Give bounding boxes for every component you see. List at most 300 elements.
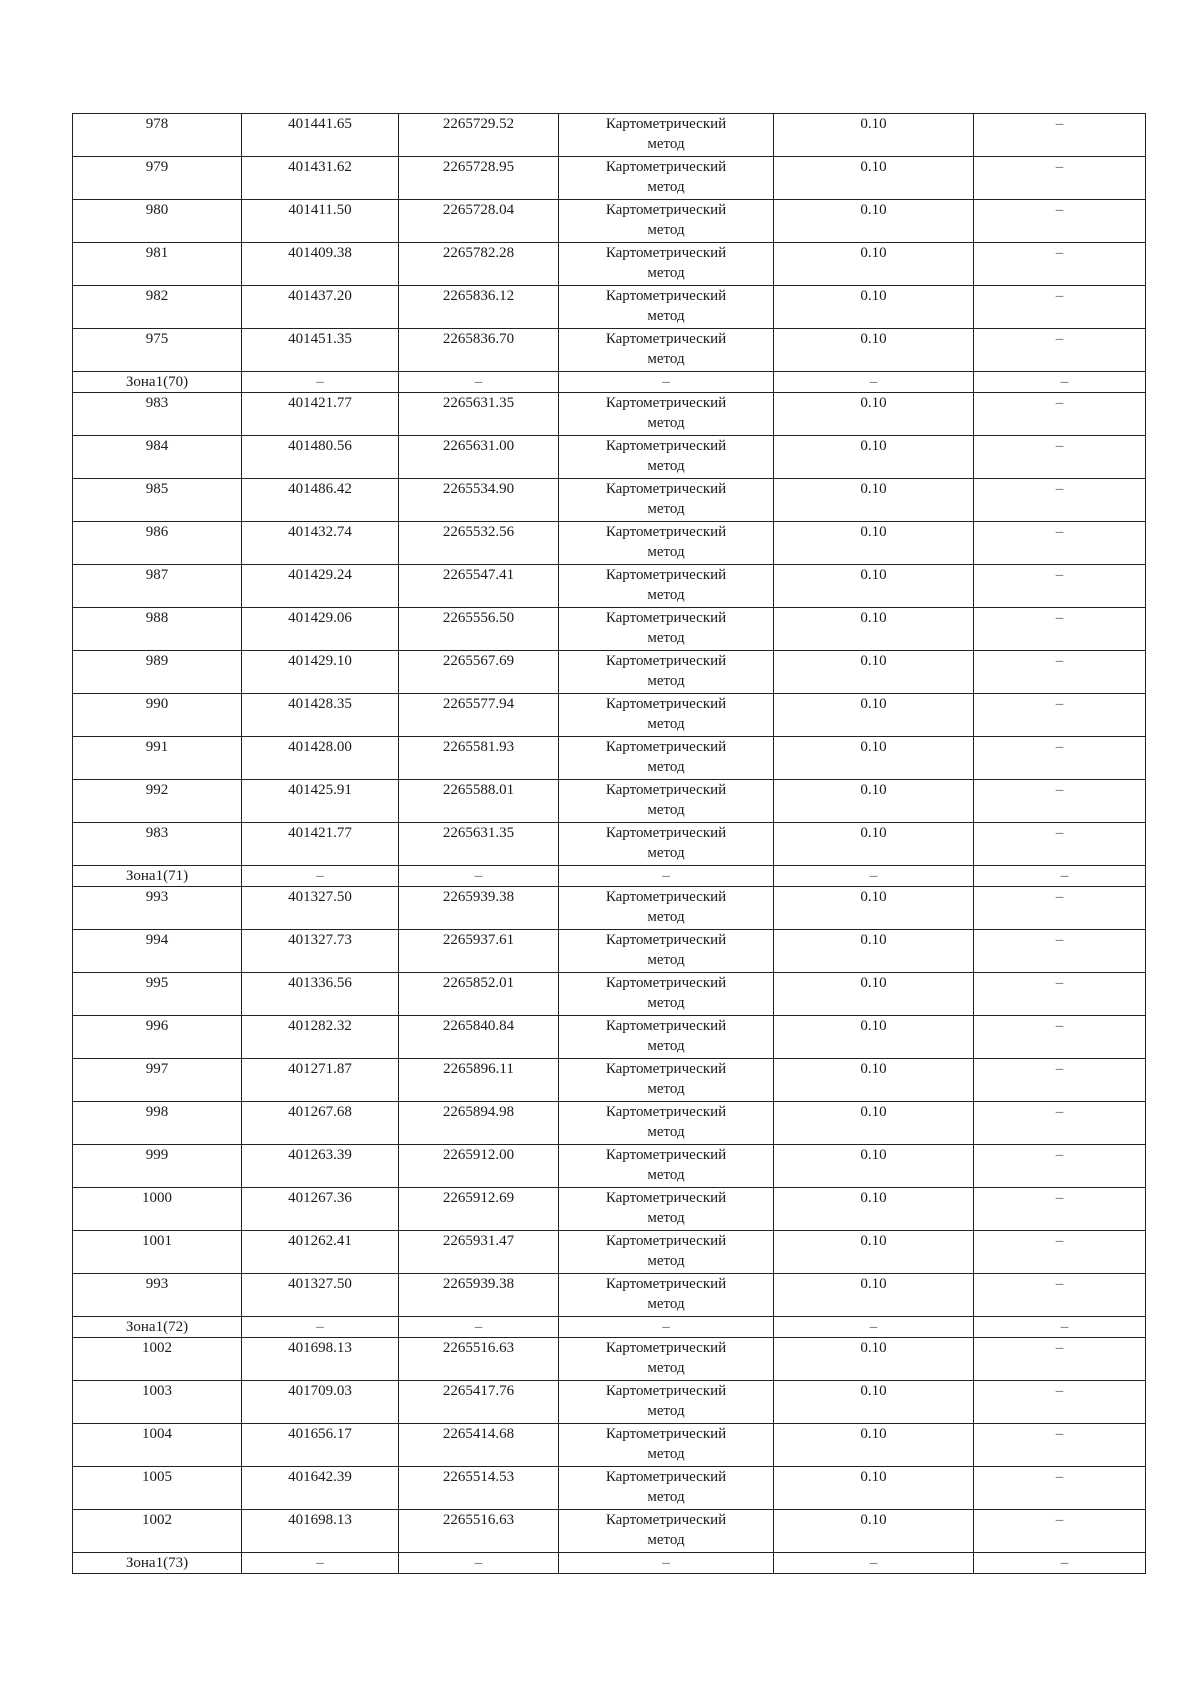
method-line-1: Картометрический (605, 1383, 727, 1399)
y-coordinate-cell: 2265939.38 (399, 887, 559, 930)
method-cell (559, 522, 774, 565)
table-row (73, 114, 1146, 157)
method-cell (559, 114, 774, 157)
method-line-2: метод (647, 630, 685, 646)
method-line-2: метод (647, 909, 685, 925)
description-cell: – (974, 1274, 1146, 1317)
description-dash-cell: – (974, 1553, 1146, 1574)
zone-row (73, 1553, 1146, 1574)
method-line-2: метод (647, 716, 685, 732)
method-cell (559, 1381, 774, 1424)
accuracy-cell: 0.10 (774, 1510, 974, 1553)
table-row (73, 329, 1146, 372)
point-number-cell: 987 (73, 565, 242, 608)
point-number-cell: 990 (73, 694, 242, 737)
method-cell (559, 329, 774, 372)
method-line-1: Картометрический (605, 1190, 727, 1206)
table-row (73, 1381, 1146, 1424)
accuracy-cell: 0.10 (774, 1102, 974, 1145)
method-line-2: метод (647, 1038, 685, 1054)
method-line-2: метод (647, 587, 685, 603)
accuracy-cell: 0.10 (774, 694, 974, 737)
point-number-cell: 989 (73, 651, 242, 694)
point-number-cell: 982 (73, 286, 242, 329)
y-coordinate-cell: 2265556.50 (399, 608, 559, 651)
method-line-1: Картометрический (605, 975, 727, 991)
description-cell: – (974, 522, 1146, 565)
method-line-1: Картометрический (605, 696, 727, 712)
accuracy-cell: 0.10 (774, 393, 974, 436)
accuracy-cell: 0.10 (774, 1145, 974, 1188)
method-line-2: метод (647, 415, 685, 431)
method-line-1: Картометрический (605, 481, 727, 497)
method-cell (559, 436, 774, 479)
x-coordinate-cell: 401698.13 (242, 1510, 399, 1553)
description-cell: – (974, 1231, 1146, 1274)
method-line-1: Картометрический (605, 739, 727, 755)
table-row (73, 1424, 1146, 1467)
x-coordinate-cell: 401336.56 (242, 973, 399, 1016)
method-line-1: Картометрический (605, 116, 727, 132)
table-row (73, 930, 1146, 973)
point-number-cell: 994 (73, 930, 242, 973)
accuracy-dash-cell: – (774, 866, 974, 887)
method-line-2: метод (647, 1081, 685, 1097)
method-cell (559, 1102, 774, 1145)
point-number-cell: 975 (73, 329, 242, 372)
table-row (73, 1102, 1146, 1145)
y-coordinate-cell: 2265516.63 (399, 1510, 559, 1553)
accuracy-cell: 0.10 (774, 608, 974, 651)
x-coordinate-cell: 401709.03 (242, 1381, 399, 1424)
table-row (73, 1231, 1146, 1274)
accuracy-cell: 0.10 (774, 1059, 974, 1102)
method-line-1: Картометрический (605, 932, 727, 948)
method-line-1: Картометрический (605, 782, 727, 798)
accuracy-cell: 0.10 (774, 887, 974, 930)
description-cell: – (974, 1467, 1146, 1510)
method-cell (559, 243, 774, 286)
point-number-cell: 1003 (73, 1381, 242, 1424)
description-cell: – (974, 737, 1146, 780)
point-number-cell: 999 (73, 1145, 242, 1188)
method-line-2: метод (647, 222, 685, 238)
method-cell (559, 157, 774, 200)
accuracy-cell: 0.10 (774, 1016, 974, 1059)
table-row (73, 887, 1146, 930)
method-line-2: метод (647, 759, 685, 775)
method-line-2: метод (647, 179, 685, 195)
point-number-cell: 1002 (73, 1338, 242, 1381)
accuracy-dash-cell: – (774, 1553, 974, 1574)
method-line-1: Картометрический (605, 653, 727, 669)
method-line-2: метод (647, 1489, 685, 1505)
table-row (73, 1274, 1146, 1317)
y-dash-cell: – (399, 372, 559, 393)
accuracy-cell: 0.10 (774, 651, 974, 694)
x-coordinate-cell: 401425.91 (242, 780, 399, 823)
method-line-2: метод (647, 308, 685, 324)
accuracy-cell: 0.10 (774, 1381, 974, 1424)
zone-label-cell: Зона1(73) (73, 1553, 242, 1574)
y-coordinate-cell: 2265631.35 (399, 393, 559, 436)
method-line-1: Картометрический (605, 1469, 727, 1485)
point-number-cell: 979 (73, 157, 242, 200)
description-cell: – (974, 157, 1146, 200)
method-cell (559, 651, 774, 694)
method-cell (559, 1231, 774, 1274)
accuracy-cell: 0.10 (774, 479, 974, 522)
method-line-2: метод (647, 995, 685, 1011)
point-number-cell: 1004 (73, 1424, 242, 1467)
method-line-1: Картометрический (605, 1276, 727, 1292)
method-line-2: метод (647, 1253, 685, 1269)
x-dash-cell: – (242, 372, 399, 393)
method-line-1: Картометрический (605, 889, 727, 905)
method-dash-cell: – (559, 866, 774, 887)
method-line-1: Картометрический (605, 438, 727, 454)
description-cell: – (974, 1338, 1146, 1381)
description-cell: – (974, 651, 1146, 694)
y-coordinate-cell: 2265939.38 (399, 1274, 559, 1317)
x-coordinate-cell: 401327.73 (242, 930, 399, 973)
point-number-cell: 978 (73, 114, 242, 157)
x-coordinate-cell: 401451.35 (242, 329, 399, 372)
description-cell: – (974, 479, 1146, 522)
method-cell (559, 823, 774, 866)
description-cell: – (974, 393, 1146, 436)
y-coordinate-cell: 2265534.90 (399, 479, 559, 522)
coordinates-table-body (73, 114, 1146, 1574)
x-dash-cell: – (242, 1553, 399, 1574)
description-cell: – (974, 243, 1146, 286)
method-cell (559, 737, 774, 780)
x-coordinate-cell: 401486.42 (242, 479, 399, 522)
method-line-1: Картометрический (605, 567, 727, 583)
description-cell: – (974, 286, 1146, 329)
y-coordinate-cell: 2265836.12 (399, 286, 559, 329)
y-coordinate-cell: 2265631.35 (399, 823, 559, 866)
accuracy-cell: 0.10 (774, 329, 974, 372)
method-line-1: Картометрический (605, 1018, 727, 1034)
method-line-2: метод (647, 1124, 685, 1140)
x-coordinate-cell: 401432.74 (242, 522, 399, 565)
method-line-1: Картометрический (605, 159, 727, 175)
x-dash-cell: – (242, 866, 399, 887)
description-cell: – (974, 1102, 1146, 1145)
table-row (73, 522, 1146, 565)
method-line-1: Картометрический (605, 331, 727, 347)
description-dash-cell: – (974, 1317, 1146, 1338)
accuracy-cell: 0.10 (774, 114, 974, 157)
zone-label-cell: Зона1(72) (73, 1317, 242, 1338)
description-cell: – (974, 1424, 1146, 1467)
x-coordinate-cell: 401437.20 (242, 286, 399, 329)
accuracy-cell: 0.10 (774, 930, 974, 973)
point-number-cell: 988 (73, 608, 242, 651)
point-number-cell: 998 (73, 1102, 242, 1145)
y-coordinate-cell: 2265417.76 (399, 1381, 559, 1424)
x-coordinate-cell: 401327.50 (242, 887, 399, 930)
x-coordinate-cell: 401441.65 (242, 114, 399, 157)
method-line-1: Картометрический (605, 1233, 727, 1249)
point-number-cell: 995 (73, 973, 242, 1016)
method-cell (559, 887, 774, 930)
table-row (73, 780, 1146, 823)
x-coordinate-cell: 401409.38 (242, 243, 399, 286)
y-coordinate-cell: 2265782.28 (399, 243, 559, 286)
method-line-2: метод (647, 458, 685, 474)
method-cell (559, 200, 774, 243)
accuracy-cell: 0.10 (774, 1424, 974, 1467)
y-coordinate-cell: 2265894.98 (399, 1102, 559, 1145)
table-row (73, 1510, 1146, 1553)
accuracy-dash-cell: – (774, 372, 974, 393)
x-coordinate-cell: 401411.50 (242, 200, 399, 243)
x-coordinate-cell: 401656.17 (242, 1424, 399, 1467)
table-row (73, 694, 1146, 737)
table-row (73, 479, 1146, 522)
point-number-cell: 983 (73, 393, 242, 436)
point-number-cell: 1005 (73, 1467, 242, 1510)
method-cell (559, 1016, 774, 1059)
method-cell (559, 930, 774, 973)
x-coordinate-cell: 401262.41 (242, 1231, 399, 1274)
table-row (73, 1338, 1146, 1381)
method-cell (559, 1145, 774, 1188)
y-coordinate-cell: 2265931.47 (399, 1231, 559, 1274)
y-coordinate-cell: 2265728.04 (399, 200, 559, 243)
y-coordinate-cell: 2265588.01 (399, 780, 559, 823)
description-dash-cell: – (974, 372, 1146, 393)
point-number-cell: 1002 (73, 1510, 242, 1553)
method-line-2: метод (647, 1446, 685, 1462)
description-cell: – (974, 1510, 1146, 1553)
x-coordinate-cell: 401428.35 (242, 694, 399, 737)
accuracy-cell: 0.10 (774, 243, 974, 286)
description-cell: – (974, 436, 1146, 479)
description-cell: – (974, 1188, 1146, 1231)
accuracy-dash-cell: – (774, 1317, 974, 1338)
point-number-cell: 991 (73, 737, 242, 780)
accuracy-cell: 0.10 (774, 157, 974, 200)
accuracy-cell: 0.10 (774, 1274, 974, 1317)
method-cell (559, 565, 774, 608)
description-cell: – (974, 565, 1146, 608)
description-cell: – (974, 1016, 1146, 1059)
method-cell (559, 1424, 774, 1467)
accuracy-cell: 0.10 (774, 565, 974, 608)
method-dash-cell: – (559, 1553, 774, 1574)
point-number-cell: 1000 (73, 1188, 242, 1231)
method-cell (559, 608, 774, 651)
point-number-cell: 997 (73, 1059, 242, 1102)
x-coordinate-cell: 401431.62 (242, 157, 399, 200)
method-line-1: Картометрический (605, 610, 727, 626)
y-coordinate-cell: 2265852.01 (399, 973, 559, 1016)
y-coordinate-cell: 2265728.95 (399, 157, 559, 200)
x-coordinate-cell: 401698.13 (242, 1338, 399, 1381)
y-coordinate-cell: 2265547.41 (399, 565, 559, 608)
description-cell: – (974, 1381, 1146, 1424)
table-row (73, 436, 1146, 479)
method-cell (559, 973, 774, 1016)
table-row (73, 565, 1146, 608)
x-coordinate-cell: 401642.39 (242, 1467, 399, 1510)
method-cell (559, 694, 774, 737)
method-line-2: метод (647, 1532, 685, 1548)
y-dash-cell: – (399, 1317, 559, 1338)
zone-row (73, 1317, 1146, 1338)
y-coordinate-cell: 2265840.84 (399, 1016, 559, 1059)
method-dash-cell: – (559, 1317, 774, 1338)
method-line-1: Картометрический (605, 524, 727, 540)
method-line-1: Картометрический (605, 1340, 727, 1356)
accuracy-cell: 0.10 (774, 1188, 974, 1231)
table-row (73, 200, 1146, 243)
point-number-cell: 1001 (73, 1231, 242, 1274)
x-coordinate-cell: 401429.06 (242, 608, 399, 651)
table-row (73, 286, 1146, 329)
point-number-cell: 986 (73, 522, 242, 565)
table-row (73, 608, 1146, 651)
zone-label-cell: Зона1(70) (73, 372, 242, 393)
y-coordinate-cell: 2265414.68 (399, 1424, 559, 1467)
description-cell: – (974, 973, 1146, 1016)
y-coordinate-cell: 2265516.63 (399, 1338, 559, 1381)
method-line-2: метод (647, 952, 685, 968)
table-row (73, 243, 1146, 286)
method-line-1: Картометрический (605, 1512, 727, 1528)
method-line-2: метод (647, 1403, 685, 1419)
y-coordinate-cell: 2265937.61 (399, 930, 559, 973)
method-line-2: метод (647, 673, 685, 689)
method-cell (559, 1338, 774, 1381)
method-line-1: Картометрический (605, 395, 727, 411)
method-line-1: Картометрический (605, 1147, 727, 1163)
x-coordinate-cell: 401480.56 (242, 436, 399, 479)
y-coordinate-cell: 2265532.56 (399, 522, 559, 565)
description-dash-cell: – (974, 866, 1146, 887)
x-coordinate-cell: 401263.39 (242, 1145, 399, 1188)
x-coordinate-cell: 401421.77 (242, 823, 399, 866)
y-coordinate-cell: 2265729.52 (399, 114, 559, 157)
x-coordinate-cell: 401429.10 (242, 651, 399, 694)
table-row (73, 1467, 1146, 1510)
y-dash-cell: – (399, 1553, 559, 1574)
table-row (73, 393, 1146, 436)
x-coordinate-cell: 401429.24 (242, 565, 399, 608)
method-cell (559, 1510, 774, 1553)
method-line-1: Картометрический (605, 288, 727, 304)
description-cell: – (974, 608, 1146, 651)
zone-label-cell: Зона1(71) (73, 866, 242, 887)
accuracy-cell: 0.10 (774, 823, 974, 866)
x-coordinate-cell: 401267.68 (242, 1102, 399, 1145)
description-cell: – (974, 114, 1146, 157)
method-line-1: Картометрический (605, 202, 727, 218)
method-cell (559, 1467, 774, 1510)
method-line-2: метод (647, 1167, 685, 1183)
y-coordinate-cell: 2265514.53 (399, 1467, 559, 1510)
accuracy-cell: 0.10 (774, 780, 974, 823)
method-line-2: метод (647, 544, 685, 560)
point-number-cell: 996 (73, 1016, 242, 1059)
method-cell (559, 286, 774, 329)
method-cell (559, 1274, 774, 1317)
method-line-1: Картометрический (605, 1061, 727, 1077)
point-number-cell: 981 (73, 243, 242, 286)
x-dash-cell: – (242, 1317, 399, 1338)
method-cell (559, 1059, 774, 1102)
y-dash-cell: – (399, 866, 559, 887)
method-line-1: Картометрический (605, 1104, 727, 1120)
description-cell: – (974, 329, 1146, 372)
point-number-cell: 992 (73, 780, 242, 823)
point-number-cell: 984 (73, 436, 242, 479)
point-number-cell: 983 (73, 823, 242, 866)
method-cell (559, 393, 774, 436)
zone-row (73, 372, 1146, 393)
point-number-cell: 993 (73, 887, 242, 930)
method-line-2: метод (647, 1360, 685, 1376)
x-coordinate-cell: 401421.77 (242, 393, 399, 436)
accuracy-cell: 0.10 (774, 1467, 974, 1510)
description-cell: – (974, 1059, 1146, 1102)
table-row (73, 651, 1146, 694)
method-line-2: метод (647, 1210, 685, 1226)
table-row (73, 737, 1146, 780)
description-cell: – (974, 930, 1146, 973)
coordinates-table (72, 113, 1146, 1574)
y-coordinate-cell: 2265567.69 (399, 651, 559, 694)
y-coordinate-cell: 2265836.70 (399, 329, 559, 372)
y-coordinate-cell: 2265912.69 (399, 1188, 559, 1231)
y-coordinate-cell: 2265896.11 (399, 1059, 559, 1102)
description-cell: – (974, 200, 1146, 243)
table-row (73, 1145, 1146, 1188)
table-row (73, 157, 1146, 200)
accuracy-cell: 0.10 (774, 973, 974, 1016)
method-line-1: Картометрический (605, 1426, 727, 1442)
method-line-2: метод (647, 1296, 685, 1312)
accuracy-cell: 0.10 (774, 286, 974, 329)
point-number-cell: 985 (73, 479, 242, 522)
method-line-2: метод (647, 802, 685, 818)
description-cell: – (974, 1145, 1146, 1188)
x-coordinate-cell: 401428.00 (242, 737, 399, 780)
point-number-cell: 993 (73, 1274, 242, 1317)
method-cell (559, 780, 774, 823)
method-line-2: метод (647, 501, 685, 517)
method-line-1: Картометрический (605, 825, 727, 841)
description-cell: – (974, 780, 1146, 823)
x-coordinate-cell: 401271.87 (242, 1059, 399, 1102)
y-coordinate-cell: 2265631.00 (399, 436, 559, 479)
method-line-2: метод (647, 351, 685, 367)
point-number-cell: 980 (73, 200, 242, 243)
method-line-2: метод (647, 136, 685, 152)
zone-row (73, 866, 1146, 887)
accuracy-cell: 0.10 (774, 1231, 974, 1274)
method-line-2: метод (647, 265, 685, 281)
accuracy-cell: 0.10 (774, 200, 974, 243)
accuracy-cell: 0.10 (774, 522, 974, 565)
y-coordinate-cell: 2265912.00 (399, 1145, 559, 1188)
table-row (73, 823, 1146, 866)
accuracy-cell: 0.10 (774, 737, 974, 780)
method-cell (559, 479, 774, 522)
